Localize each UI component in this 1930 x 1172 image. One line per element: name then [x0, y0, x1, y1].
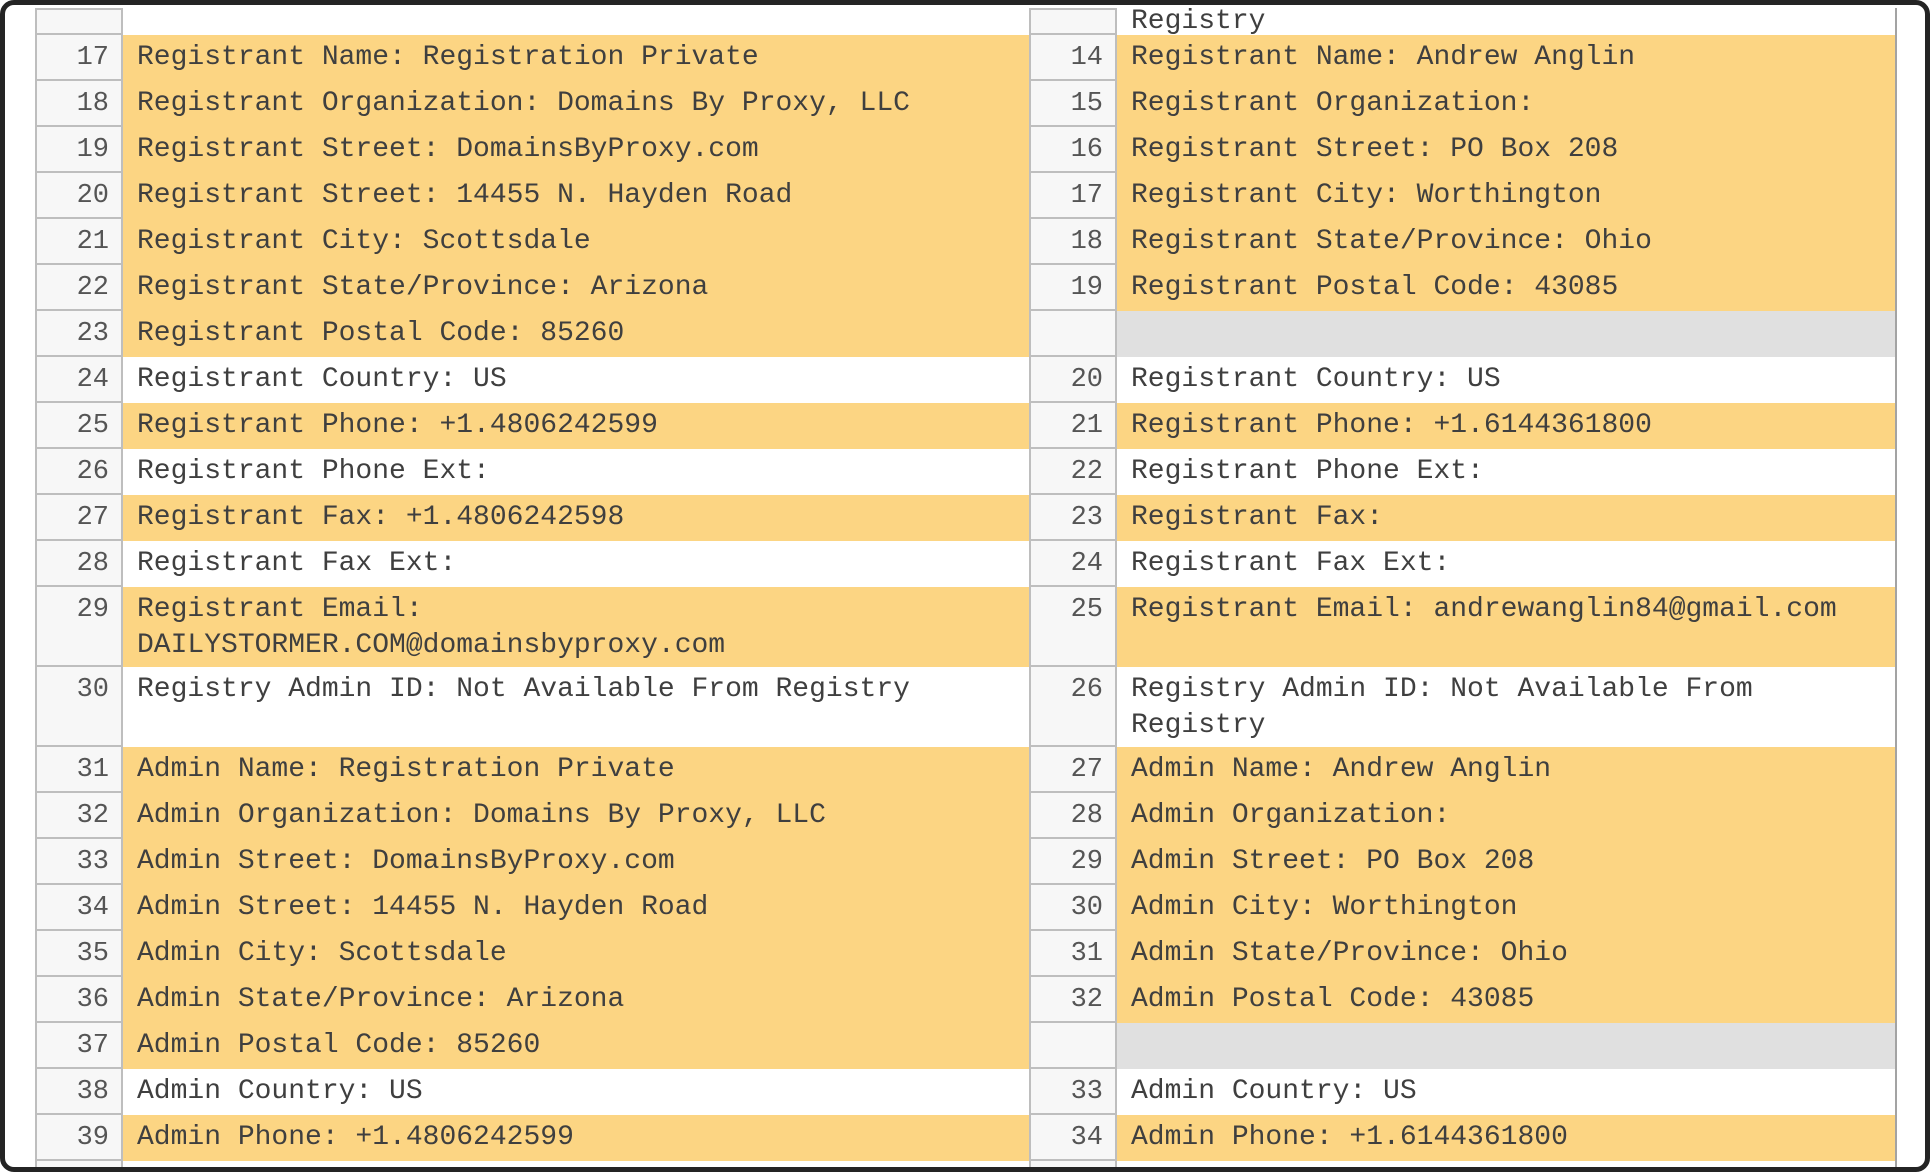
diff-row: [35, 977, 1897, 1023]
right-line-number: 18: [1029, 219, 1117, 265]
diff-row: [35, 8, 1897, 35]
diff-row: [35, 495, 1897, 541]
left-diff-line: Admin Organization: Domains By Proxy, LLC: [123, 793, 1029, 839]
right-gap-filler: [1117, 1023, 1897, 1069]
diff-row: [35, 127, 1897, 173]
right-diff-line: Registrant City: Worthington: [1117, 173, 1897, 219]
right-line-number: 33: [1029, 1069, 1117, 1115]
left-line-number: 37: [35, 1023, 123, 1069]
left-line-number: 27: [35, 495, 123, 541]
right-diff-line: Registrant Email: andrewanglin84@gmail.com: [1117, 587, 1897, 667]
left-line-number: 26: [35, 449, 123, 495]
left-line-number: 19: [35, 127, 123, 173]
whois-diff-table: [35, 8, 1897, 1167]
left-diff-line: Admin Name: Registration Private: [123, 747, 1029, 793]
right-line-number: 30: [1029, 885, 1117, 931]
left-diff-line: Registrant Street: DomainsByProxy.com: [123, 127, 1029, 173]
diff-row: [35, 173, 1897, 219]
right-line-number: 27: [1029, 747, 1117, 793]
left-diff-line: Admin Phone: +1.4806242599: [123, 1115, 1029, 1161]
right-diff-line: Registrant Street: PO Box 208: [1117, 127, 1897, 173]
left-diff-line: Registrant Fax: +1.4806242598: [123, 495, 1029, 541]
left-line-number: 35: [35, 931, 123, 977]
right-line-number: 21: [1029, 403, 1117, 449]
right-line-number: 25: [1029, 587, 1117, 667]
left-diff-line: Registrant Phone: +1.4806242599: [123, 403, 1029, 449]
right-diff-line: Admin Organization:: [1117, 793, 1897, 839]
left-line-number: 29: [35, 587, 123, 667]
right-line-number: 23: [1029, 495, 1117, 541]
right-diff-line: Admin Street: PO Box 208: [1117, 839, 1897, 885]
left-line-number: 24: [35, 357, 123, 403]
diff-row: [35, 587, 1897, 667]
left-line-number: 39: [35, 1115, 123, 1161]
diff-row: [35, 219, 1897, 265]
left-line-number: 22: [35, 265, 123, 311]
right-diff-line: Admin Name: Andrew Anglin: [1117, 747, 1897, 793]
right-diff-line: Registry: [1117, 8, 1897, 35]
right-line-number: 15: [1029, 81, 1117, 127]
right-diff-line: Admin Postal Code: 43085: [1117, 977, 1897, 1023]
right-diff-line: Registrant Country: US: [1117, 357, 1897, 403]
diff-row: [35, 403, 1897, 449]
right-diff-line: Registrant Phone Ext:: [1117, 449, 1897, 495]
diff-row: [35, 541, 1897, 587]
right-line-number: 28: [1029, 793, 1117, 839]
diff-row: [35, 931, 1897, 977]
left-diff-line: Registrant Country: US: [123, 357, 1029, 403]
left-diff-line: Registrant State/Province: Arizona: [123, 265, 1029, 311]
right-diff-line: Admin Country: US: [1117, 1069, 1897, 1115]
right-line-number: 24: [1029, 541, 1117, 587]
left-line-number: 18: [35, 81, 123, 127]
diff-row: [35, 1023, 1897, 1069]
right-line-number: 31: [1029, 931, 1117, 977]
right-line-number: 29: [1029, 839, 1117, 885]
left-line-number: 23: [35, 311, 123, 357]
left-diff-line: Admin Postal Code: 85260: [123, 1023, 1029, 1069]
left-diff-line: [123, 8, 1029, 35]
left-diff-line: Admin Country: US: [123, 1069, 1029, 1115]
right-line-number: [1029, 1161, 1117, 1167]
diff-row: [35, 747, 1897, 793]
diff-row: [35, 357, 1897, 403]
left-line-number: 30: [35, 667, 123, 747]
left-line-number: 31: [35, 747, 123, 793]
right-line-number: [1029, 1023, 1117, 1069]
right-line-number: 34: [1029, 1115, 1117, 1161]
left-line-number: 33: [35, 839, 123, 885]
left-line-number: 34: [35, 885, 123, 931]
left-diff-line: Registrant Street: 14455 N. Hayden Road: [123, 173, 1029, 219]
left-diff-line: Registrant Organization: Domains By Proxy, LLC: [123, 81, 1029, 127]
right-diff-line: Admin State/Province: Ohio: [1117, 931, 1897, 977]
left-diff-line: Registry Admin ID: Not Available From Registry: [123, 667, 1029, 747]
right-line-number: 22: [1029, 449, 1117, 495]
right-diff-line: Registrant Name: Andrew Anglin: [1117, 35, 1897, 81]
left-diff-line: Admin Street: DomainsByProxy.com: [123, 839, 1029, 885]
right-line-number: 20: [1029, 357, 1117, 403]
diff-row: [35, 449, 1897, 495]
right-diff-line: Admin City: Worthington: [1117, 885, 1897, 931]
left-line-number: 17: [35, 35, 123, 81]
left-line-number: [35, 1161, 123, 1167]
left-diff-line: Admin Street: 14455 N. Hayden Road: [123, 885, 1029, 931]
left-line-number: 28: [35, 541, 123, 587]
right-diff-line: [1117, 1161, 1897, 1167]
diff-row: [35, 81, 1897, 127]
right-diff-line: Registrant Fax:: [1117, 495, 1897, 541]
left-diff-line: [123, 1161, 1029, 1167]
diff-row: [35, 35, 1897, 81]
right-diff-line: Registrant State/Province: Ohio: [1117, 219, 1897, 265]
right-line-number: 14: [1029, 35, 1117, 81]
right-line-number: 16: [1029, 127, 1117, 173]
diff-row: [35, 311, 1897, 357]
left-line-number: 20: [35, 173, 123, 219]
diff-row: [35, 885, 1897, 931]
right-line-number: [1029, 8, 1117, 35]
right-line-number: 17: [1029, 173, 1117, 219]
right-diff-line: Registry Admin ID: Not Available From Registry: [1117, 667, 1897, 747]
right-line-number: 32: [1029, 977, 1117, 1023]
diff-row: [35, 793, 1897, 839]
left-line-number: 38: [35, 1069, 123, 1115]
diff-row: [35, 1115, 1897, 1161]
left-diff-line: Registrant City: Scottsdale: [123, 219, 1029, 265]
right-line-number: [1029, 311, 1117, 357]
left-line-number: 32: [35, 793, 123, 839]
diff-row: [35, 667, 1897, 747]
left-diff-line: Registrant Phone Ext:: [123, 449, 1029, 495]
right-line-number: 19: [1029, 265, 1117, 311]
right-line-number: 26: [1029, 667, 1117, 747]
right-diff-line: Registrant Postal Code: 43085: [1117, 265, 1897, 311]
left-line-number: 36: [35, 977, 123, 1023]
left-line-number: 21: [35, 219, 123, 265]
right-gap-filler: [1117, 311, 1897, 357]
left-diff-line: Registrant Postal Code: 85260: [123, 311, 1029, 357]
left-diff-line: Registrant Name: Registration Private: [123, 35, 1029, 81]
left-line-number: 25: [35, 403, 123, 449]
diff-row: [35, 1161, 1897, 1167]
left-diff-line: Admin State/Province: Arizona: [123, 977, 1029, 1023]
diff-row: [35, 265, 1897, 311]
diff-row: [35, 1069, 1897, 1115]
right-diff-line: Admin Phone: +1.6144361800: [1117, 1115, 1897, 1161]
left-diff-line: Admin City: Scottsdale: [123, 931, 1029, 977]
right-diff-line: Registrant Organization:: [1117, 81, 1897, 127]
right-diff-line: Registrant Fax Ext:: [1117, 541, 1897, 587]
right-diff-line: Registrant Phone: +1.6144361800: [1117, 403, 1897, 449]
left-diff-line: Registrant Email: DAILYSTORMER.COM@domainsbyproxy.com: [123, 587, 1029, 667]
diff-row: [35, 839, 1897, 885]
left-line-number: [35, 8, 123, 35]
left-diff-line: Registrant Fax Ext:: [123, 541, 1029, 587]
